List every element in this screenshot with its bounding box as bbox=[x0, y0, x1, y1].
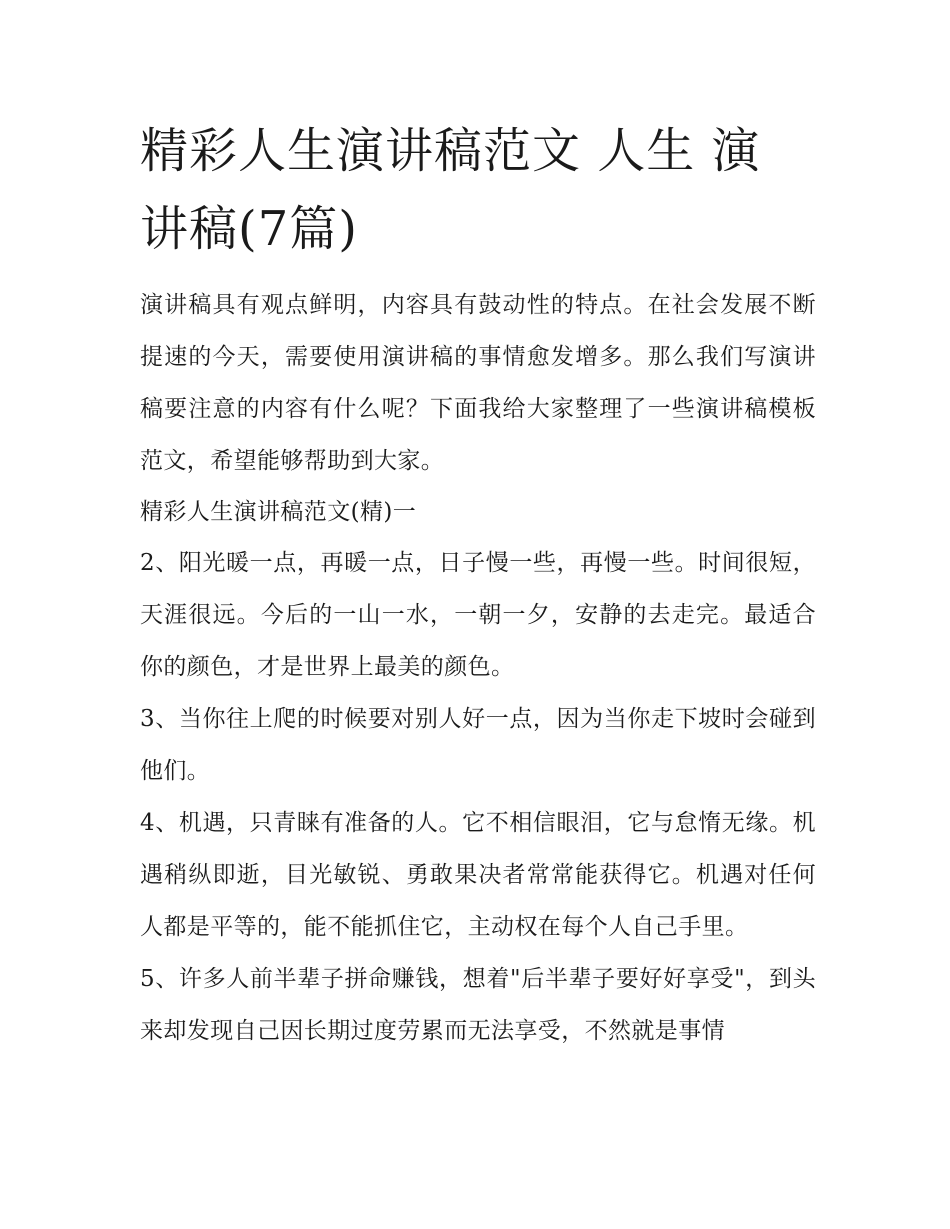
document-title: 精彩人生演讲稿范文 人生 演讲稿(7篇) bbox=[140, 123, 761, 257]
section-subheading: 精彩人生演讲稿范文(精)一 bbox=[140, 499, 417, 525]
list-item-3: 3、当你往上爬的时候要对别人好一点，因为当你走下坡时会碰到他们。 bbox=[140, 706, 816, 784]
document-body bbox=[140, 112, 816, 1057]
list-item-4: 4、机遇，只青睐有准备的人。它不相信眼泪，它与怠惰无缘。机遇稍纵即逝，目光敏锐、勇敢果决者常常能获得它。机遇对任何人都是平等的，能不能抓住它，主动权在每个人自己手里。 bbox=[140, 810, 816, 940]
list-item-2: 2、阳光暖一点，再暖一点，日子慢一些，再慢一些。时间很短，天涯很远。今后的一山一水，一朝一夕，安静的去走完。最适合你的颜色，才是世界上最美的颜色。 bbox=[140, 550, 816, 680]
list-item-5: 5、许多人前半辈子拼命赚钱，想着"后半辈子要好好享受"，到头来却发现自己因长期过度劳累而无法享受，不然就是事情 bbox=[140, 966, 816, 1044]
intro-paragraph: 演讲稿具有观点鲜明，内容具有鼓动性的特点。在社会发展不断提速的今天，需要使用演讲稿的事情愈发增多。那么我们写演讲稿要注意的内容有什么呢？下面我给大家整理了一些演讲稿模板范文，希望能够帮助到大家。 bbox=[140, 292, 816, 474]
